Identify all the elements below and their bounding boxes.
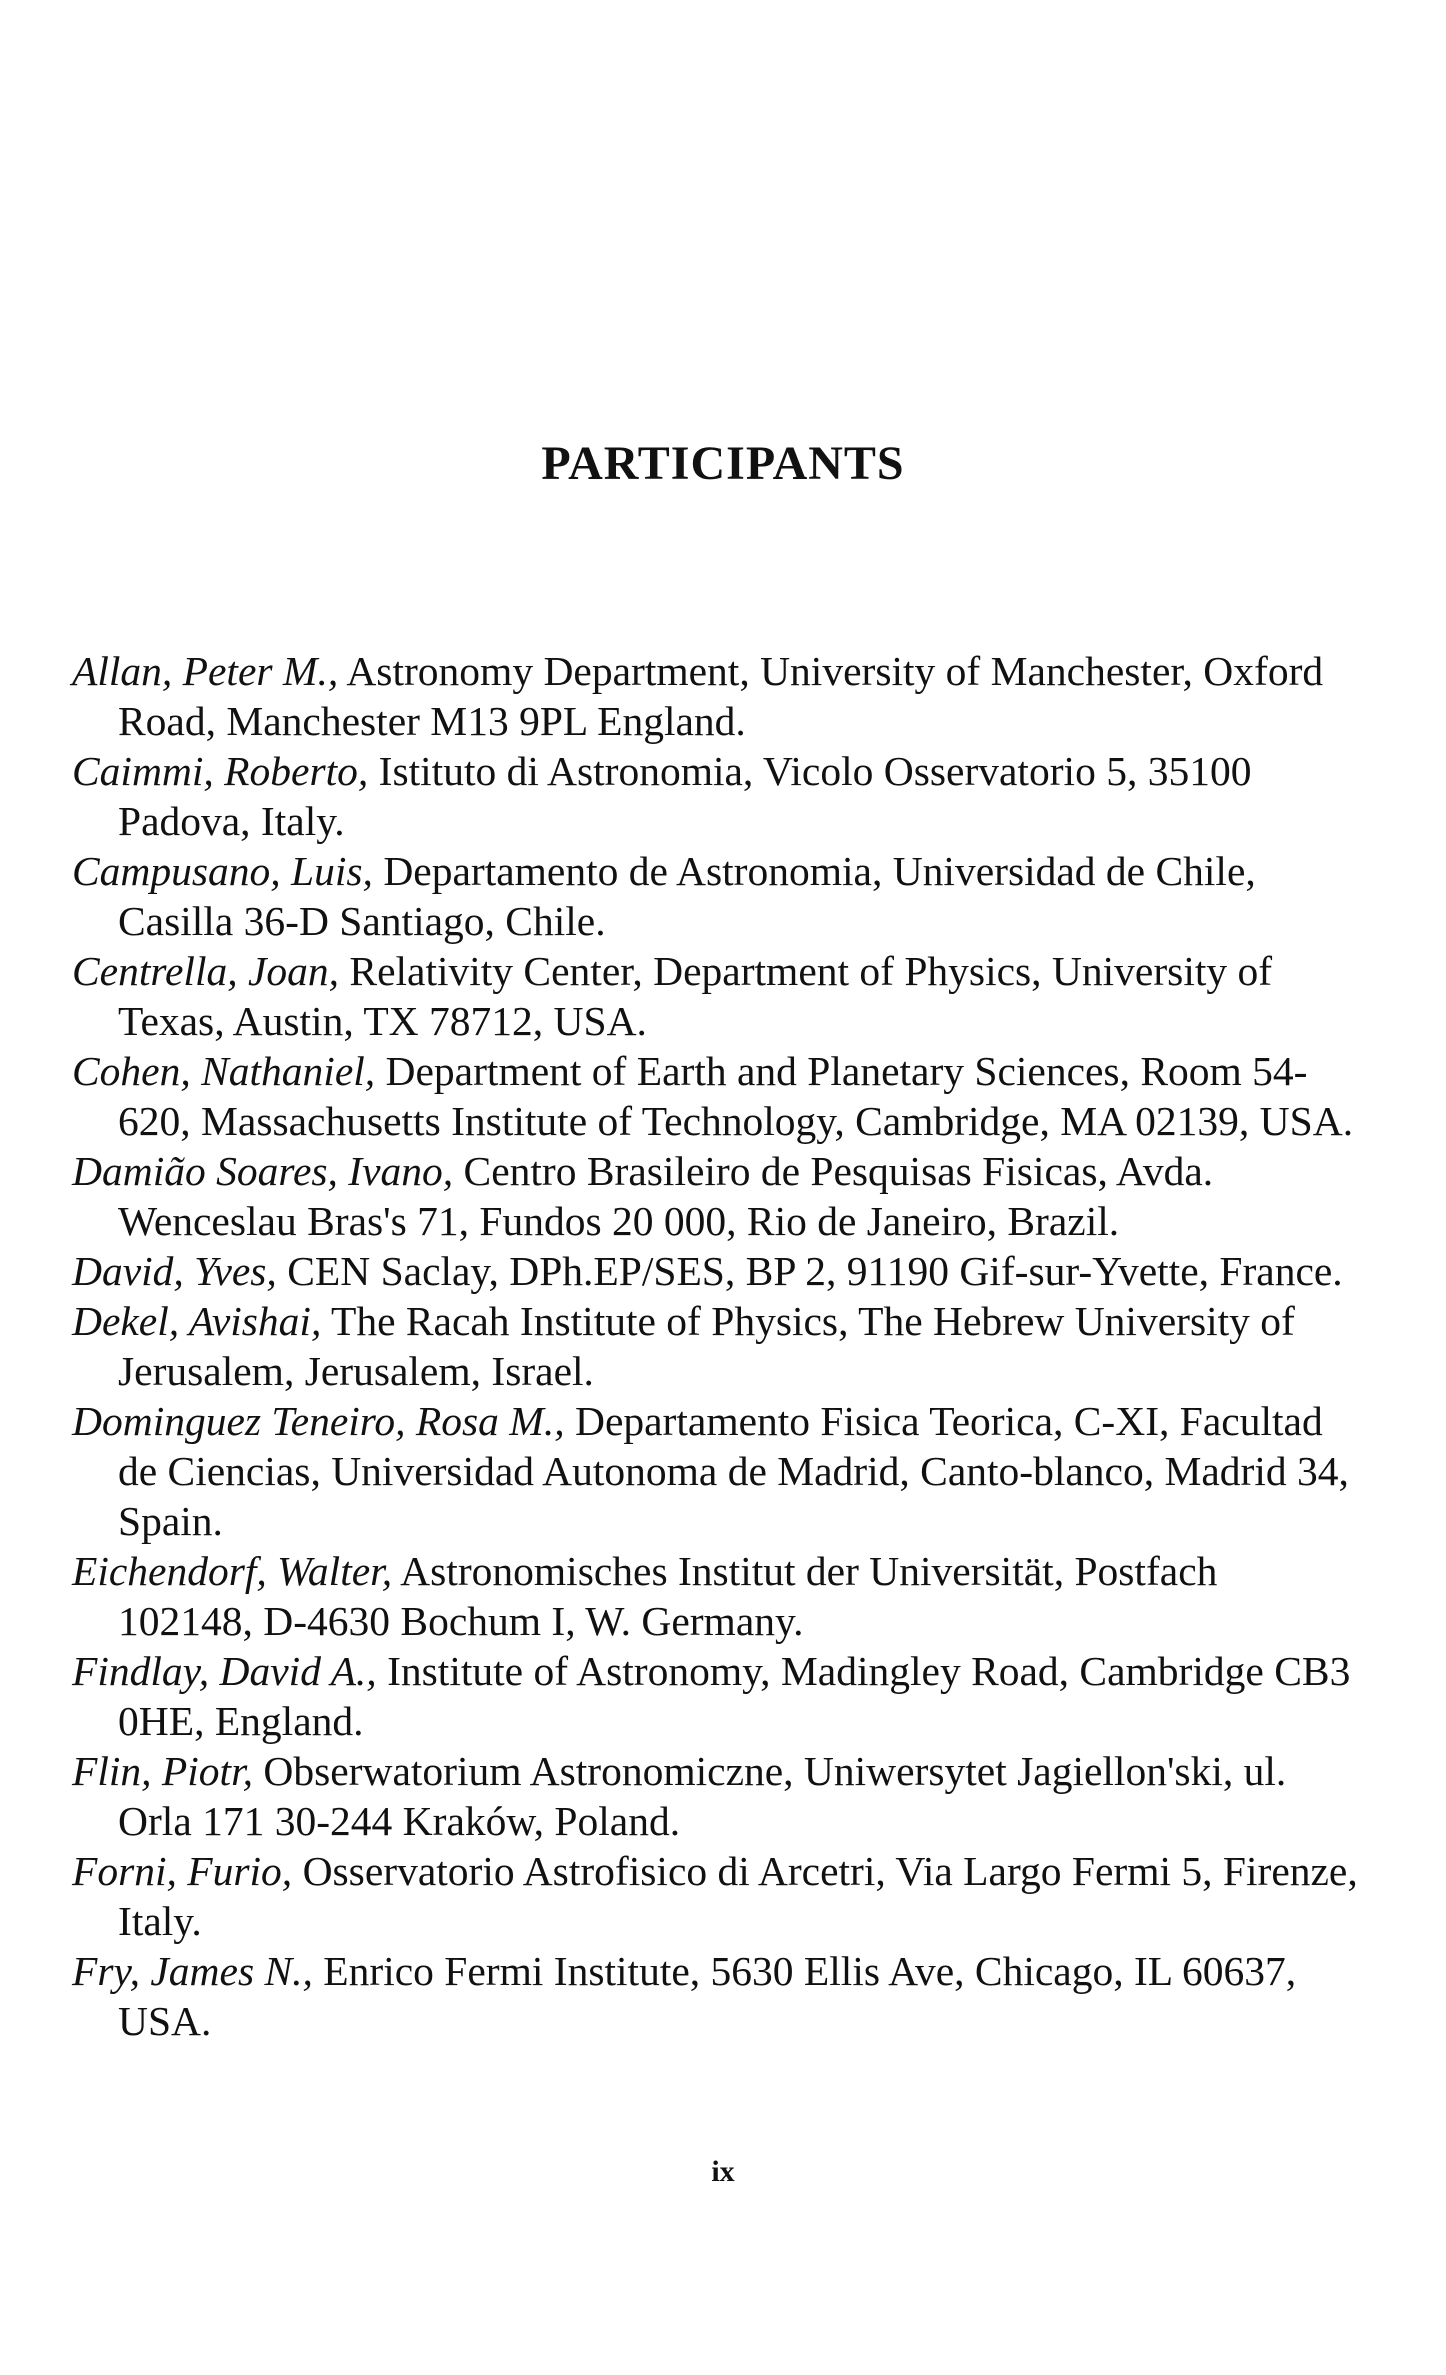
participant-address: The Racah Institute of Physics, The Hebrew University of Jerusalem, Jerusalem, Israel. <box>118 1298 1295 1394</box>
participant-entry <box>72 1746 1362 1846</box>
participant-name: Cohen, Nathaniel, <box>72 1048 376 1094</box>
participant-entry <box>72 1646 1362 1746</box>
participant-entry <box>72 1246 1362 1296</box>
participant-name: Eichendorf, Walter, <box>72 1548 393 1594</box>
participant-address: Institute of Astronomy, Madingley Road, Cambridge CB3 0HE, England. <box>118 1648 1351 1744</box>
participant-address: Obserwatorium Astronomiczne, Uniwersytet Jagiellon'ski, ul. Orla 171 30-244 Kraków, Poland. <box>118 1748 1287 1844</box>
participant-name: Flin, Piotr, <box>72 1748 253 1794</box>
participant-name: David, Yves, <box>72 1248 277 1294</box>
participant-address: Departamento de Astronomia, Universidad de Chile, Casilla 36-D Santiago, Chile. <box>118 848 1256 944</box>
participant-address: Istituto di Astronomia, Vicolo Osservatorio 5, 35100 Padova, Italy. <box>118 748 1252 844</box>
participant-entry <box>72 1296 1362 1396</box>
participant-name: Forni, Furio, <box>72 1848 293 1894</box>
participant-address: Departamento Fisica Teorica, C-XI, Facultad de Ciencias, Universidad Autonoma de Madrid, Canto-blanco, Madrid 34, Spain. <box>118 1398 1349 1544</box>
participant-list <box>72 646 1362 2046</box>
participant-entry <box>72 1846 1362 1946</box>
participant-address: Relativity Center, Department of Physics, University of Texas, Austin, TX 78712, USA. <box>118 948 1273 1044</box>
participant-address: Astronomy Department, University of Manchester, Oxford Road, Manchester M13 9PL England. <box>118 648 1324 744</box>
participant-entry <box>72 1146 1362 1246</box>
participant-name: Campusano, Luis, <box>72 848 373 894</box>
participant-name: Fry, James N., <box>72 1948 313 1994</box>
participant-entry <box>72 1396 1362 1546</box>
participant-name: Dominguez Teneiro, Rosa M., <box>72 1398 565 1444</box>
participant-entry <box>72 1946 1362 2046</box>
participant-entry <box>72 846 1362 946</box>
participant-address: Astronomisches Institut der Universität, Postfach 102148, D-4630 Bochum I, W. Germany. <box>118 1548 1218 1644</box>
participant-entry <box>72 646 1362 746</box>
page-title: PARTICIPANTS <box>541 437 905 490</box>
participant-name: Damião Soares, Ivano, <box>72 1148 454 1194</box>
participant-address: Osservatorio Astrofisico di Arcetri, Via Largo Fermi 5, Firenze, Italy. <box>118 1848 1358 1944</box>
participant-address: Centro Brasileiro de Pesquisas Fisicas, Avda. Wenceslau Bras's 71, Fundos 20 000, Rio de Janeiro, Brazil. <box>118 1148 1214 1244</box>
participant-entry <box>72 1546 1362 1646</box>
participant-name: Centrella, Joan, <box>72 948 340 994</box>
participant-address: Enrico Fermi Institute, 5630 Ellis Ave, Chicago, IL 60637, USA. <box>118 1948 1297 2044</box>
participant-entry <box>72 746 1362 846</box>
participant-entry <box>72 946 1362 1046</box>
participant-name: Caimmi, Roberto, <box>72 748 369 794</box>
page-number: ix <box>711 2155 735 2188</box>
participant-name: Dekel, Avishai, <box>72 1298 322 1344</box>
participant-entry <box>72 1046 1362 1146</box>
participant-address: Department of Earth and Planetary Sciences, Room 54-620, Massachusetts Institute of Technology, Cambridge, MA 02139, USA. <box>118 1048 1354 1144</box>
participant-name: Findlay, David A., <box>72 1648 377 1694</box>
participant-address: CEN Saclay, DPh.EP/SES, BP 2, 91190 Gif-sur-Yvette, France. <box>287 1248 1343 1294</box>
participant-name: Allan, Peter M., <box>72 648 339 694</box>
